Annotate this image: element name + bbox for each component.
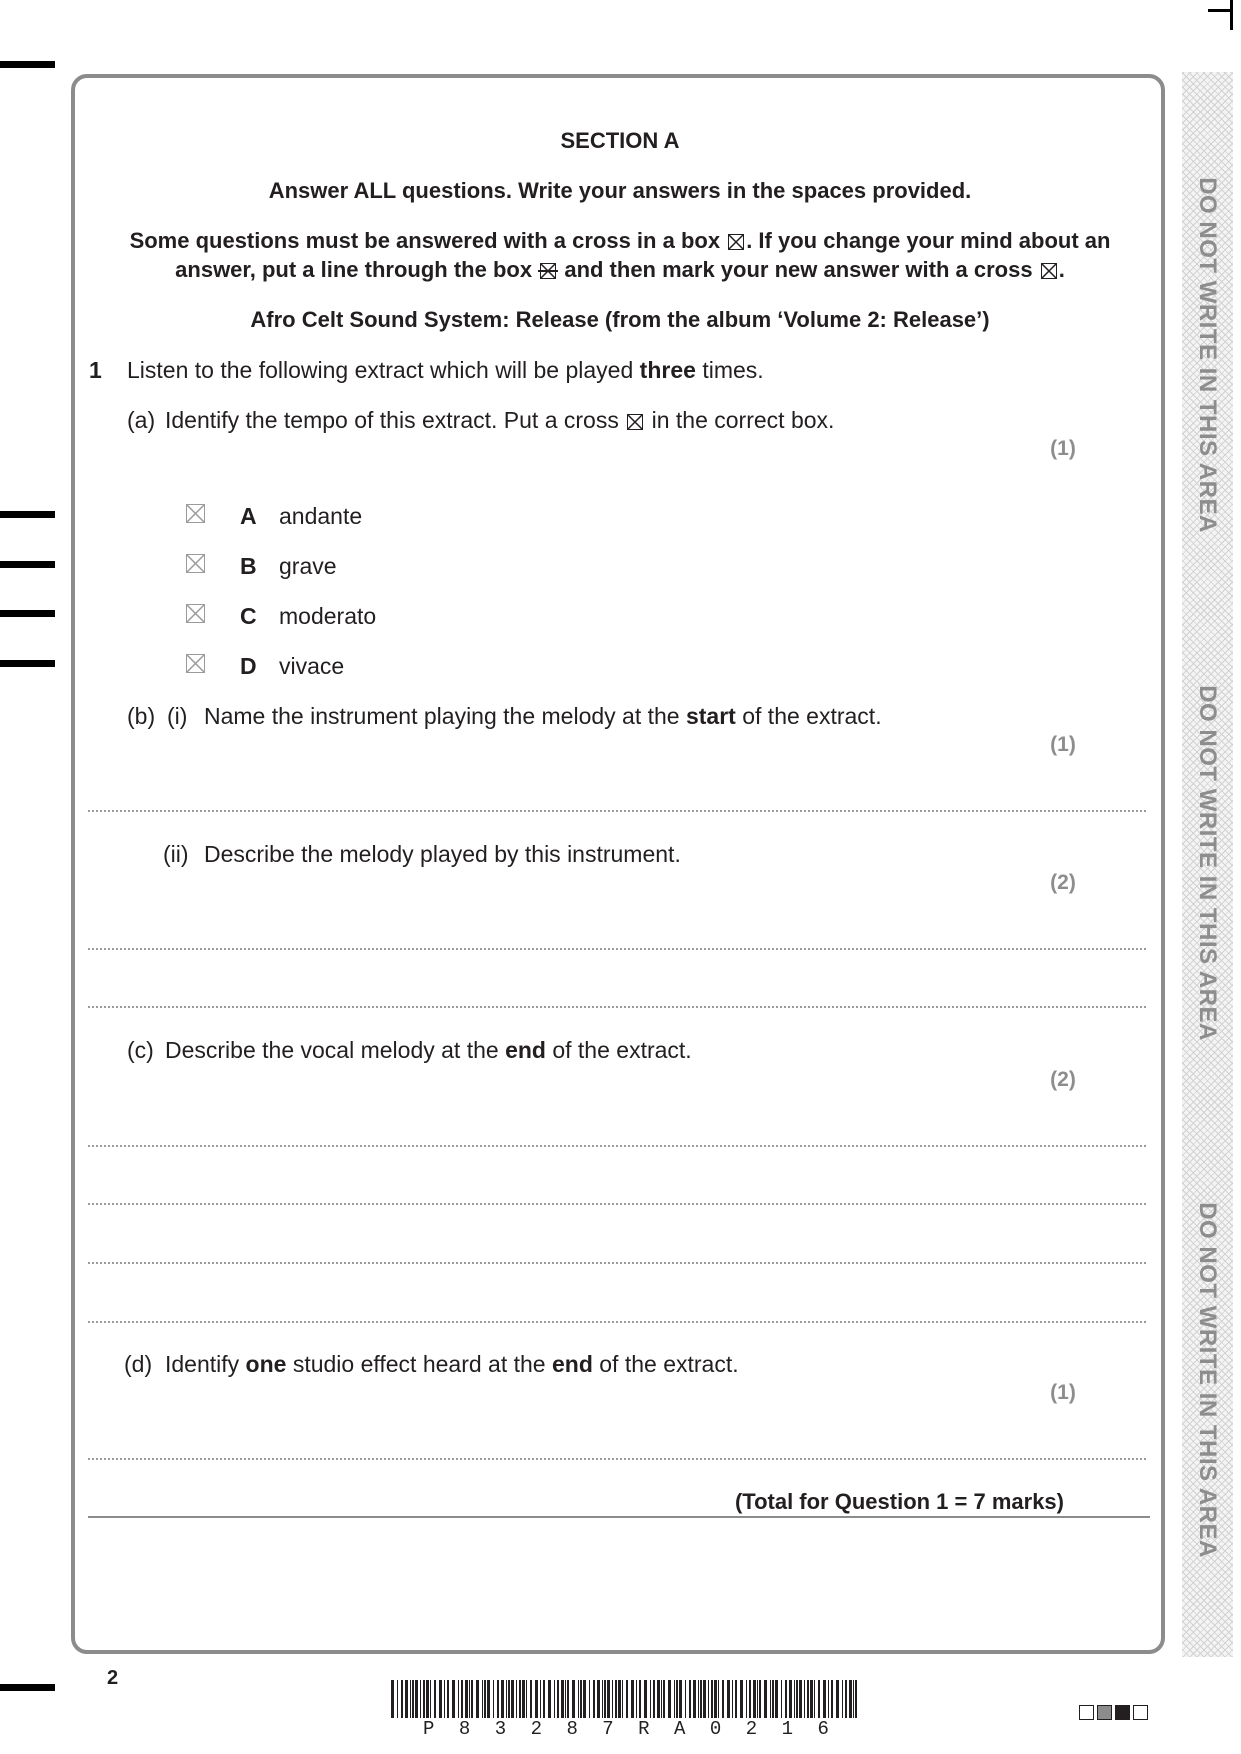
corner-square (1115, 1705, 1130, 1720)
barcode-char: P (423, 1718, 435, 1740)
struck-cross-box-icon (540, 263, 556, 279)
section-title: SECTION A (560, 128, 680, 153)
option-a-checkbox[interactable] (186, 504, 205, 523)
corner-mark (1208, 9, 1232, 12)
option-c-checkbox[interactable] (186, 604, 205, 623)
barcode-char: 8 (458, 1718, 471, 1740)
barcode-char: 2 (745, 1718, 758, 1740)
part-a-text: Identify the tempo of this extract. Put a cross in the correct box. (165, 407, 835, 433)
part-c-label: (c) (127, 1037, 154, 1063)
option-c-letter: C (240, 603, 257, 629)
part-b-ii-marks: (2) (1050, 871, 1076, 894)
instructions-line-1: Answer ALL questions. Write your answers in the spaces provided. (268, 178, 972, 203)
answer-line[interactable] (88, 1203, 1146, 1205)
part-b-ii-label: (ii) (163, 841, 189, 867)
option-d-text: vivace (279, 653, 345, 679)
corner-square (1079, 1705, 1094, 1720)
part-a-label: (a) (127, 407, 156, 433)
barcode-text (391, 1718, 861, 1740)
answer-line[interactable] (88, 1006, 1146, 1008)
corner-mark (1230, 0, 1233, 30)
part-b-i-label: (i) (167, 703, 188, 729)
option-b-checkbox[interactable] (186, 554, 205, 573)
part-c-marks: (2) (1050, 1068, 1076, 1091)
margin-tick (0, 61, 55, 68)
side-warning: DO NOT WRITE IN THIS AREA (1194, 177, 1221, 533)
question-number: 1 (89, 357, 102, 383)
part-c-text: Describe the vocal melody at the end of the extract. (165, 1037, 692, 1063)
side-warning: DO NOT WRITE IN THIS AREA (1194, 685, 1221, 1041)
page-number: 2 (107, 1667, 119, 1689)
part-b-label: (b) (127, 703, 156, 729)
option-d-checkbox[interactable] (186, 654, 205, 673)
option-b-text: grave (279, 553, 337, 579)
instructions-line-2: Some questions must be answered with a cross in a box . If you change your mind about an (129, 228, 1111, 253)
part-b-ii-text: Describe the melody played by this instrument. (204, 841, 681, 867)
part-b-i-marks: (1) (1050, 733, 1076, 756)
barcode-image (391, 1680, 861, 1718)
corner-square (1097, 1705, 1112, 1720)
answer-line[interactable] (88, 1262, 1146, 1264)
answer-line[interactable] (88, 1145, 1146, 1147)
option-a-letter: A (240, 503, 257, 529)
instructions-line-3: answer, put a line through the box and then mark your new answer with a cross . (175, 257, 1065, 282)
question-stem: Listen to the following extract which will be played three times. (127, 357, 764, 383)
answer-line[interactable] (88, 1458, 1146, 1460)
corner-square (1133, 1705, 1148, 1720)
option-b-letter: B (240, 553, 257, 579)
part-a-marks: (1) (1050, 437, 1076, 460)
set-work-title: Afro Celt Sound System: Release (from the album ‘Volume 2: Release’) (250, 307, 990, 332)
margin-tick (0, 561, 55, 568)
side-warning: DO NOT WRITE IN THIS AREA (1194, 1202, 1221, 1558)
barcode-char: 2 (530, 1718, 542, 1740)
part-d-label: (d) (124, 1351, 153, 1377)
barcode-char: 8 (566, 1718, 578, 1740)
barcode-char: 1 (781, 1718, 793, 1740)
part-d-marks: (1) (1050, 1381, 1076, 1404)
margin-tick (0, 511, 55, 518)
barcode-char: 0 (709, 1718, 722, 1740)
answer-line[interactable] (88, 1321, 1146, 1323)
option-d-letter: D (240, 653, 257, 679)
barcode-char: 6 (817, 1718, 829, 1740)
cross-box-icon (1041, 263, 1057, 279)
answer-line[interactable] (88, 948, 1146, 950)
barcode-char: A (674, 1718, 686, 1740)
barcode-char: R (638, 1718, 650, 1740)
answer-line[interactable] (88, 810, 1146, 812)
option-c-text: moderato (279, 603, 377, 629)
part-d-text: Identify one studio effect heard at the end of the extract. (165, 1351, 739, 1377)
question-total: (Total for Question 1 = 7 marks) (734, 1489, 1064, 1514)
margin-tick (0, 610, 55, 617)
margin-tick (0, 1684, 55, 1691)
option-a-text: andante (279, 503, 363, 529)
total-rule (88, 1516, 1150, 1518)
cross-box-icon (728, 234, 744, 250)
part-b-i-text: Name the instrument playing the melody at the start of the extract. (204, 703, 882, 729)
margin-tick (0, 660, 55, 667)
barcode-char: 3 (494, 1718, 507, 1740)
barcode-char: 7 (602, 1718, 614, 1740)
cross-box-icon (627, 414, 643, 430)
